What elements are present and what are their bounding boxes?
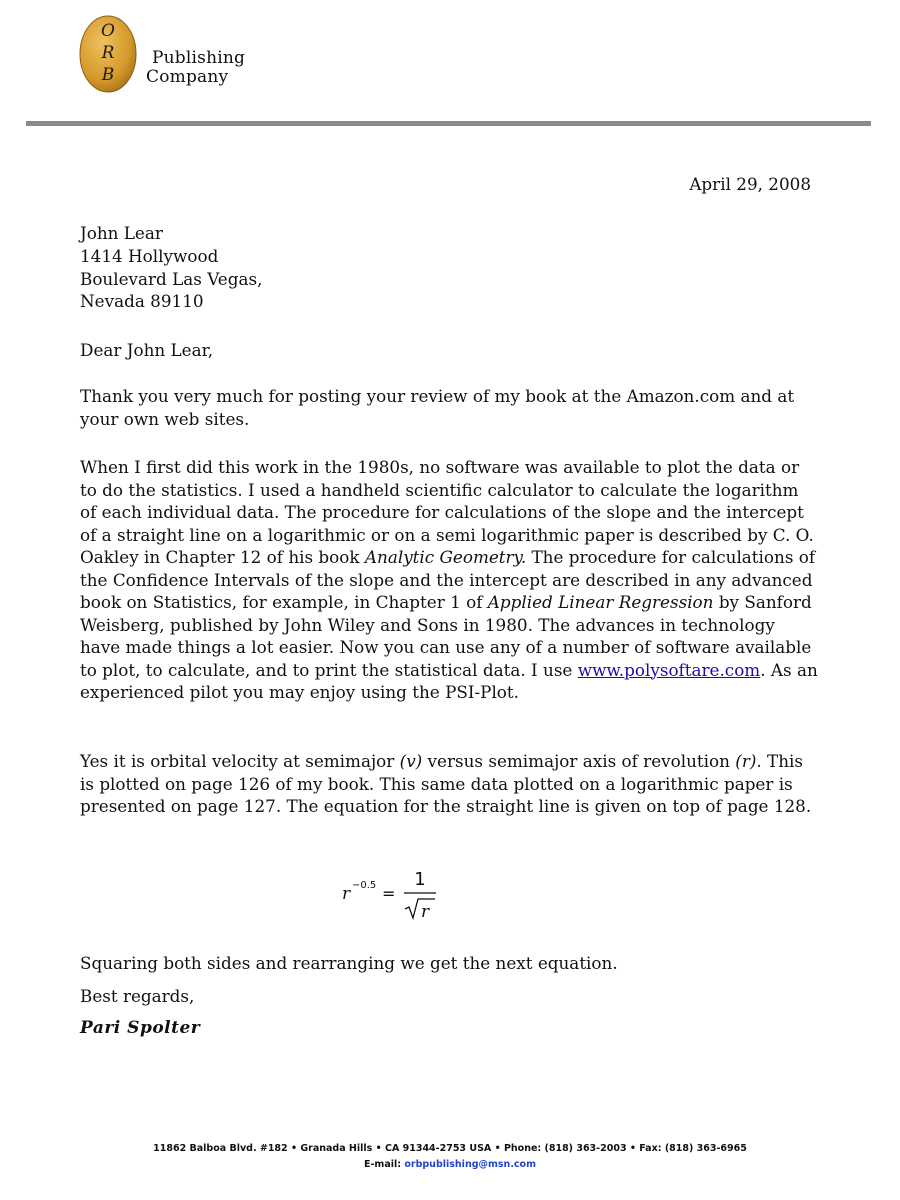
equation-equals: =: [382, 884, 396, 903]
logo-letter-r: R: [101, 43, 115, 63]
orb-logo: [78, 14, 138, 94]
footer-email-line: [0, 1159, 900, 1170]
equation: [338, 866, 448, 926]
p2-text-d: . As an experienced pilot you may enjoy using the PSI-Plot.: [80, 659, 818, 702]
p3-text-b: versus semimajor axis of revolution: [422, 751, 736, 771]
closing: Best regards,: [80, 986, 195, 1006]
paragraph-history: [80, 456, 820, 704]
paragraph-squaring: Squaring both sides and rearranging we get the next equation.: [80, 953, 618, 973]
p3-symbol-r: (r).: [735, 751, 762, 771]
recipient-street: 1414 Hollywood: [80, 245, 219, 266]
salutation: Dear John Lear,: [80, 340, 214, 360]
recipient-name: John Lear: [80, 223, 163, 243]
p2-text-a: When I first did this work in the 1980s, no software was available to plot the data or to do the statistics. I used a handheld scientific calculator to calculate the logarithm of each individual data. The procedure for calculations of the slope and the intercept of a straight line on a logarithmic or on a semi logarithmic paper is described by C. O. Oakley in Chapter 12 of his book: [80, 457, 814, 567]
equation-base: r: [342, 884, 351, 904]
equation-exponent: −0.5: [352, 880, 377, 891]
p3-text-a: Yes it is orbital velocity at semimajor: [80, 751, 400, 771]
logo-letter-b: B: [101, 65, 115, 85]
equation-radical-arg: r: [421, 902, 430, 922]
logo-letter-o: O: [101, 21, 115, 41]
header-rule: [26, 121, 871, 126]
paragraph-orbital: [80, 750, 820, 818]
footer-email-label: E-mail:: [364, 1159, 405, 1170]
recipient-state-zip: Nevada 89110: [80, 291, 204, 312]
p3-text-c: This is plotted on page 126 of my book. This same data plotted on a logarithmic paper is presented on page 127. The equation for the straight line is given on top of page 128.: [80, 751, 812, 816]
p2-text-b: The procedure for calculations of the Confidence Intervals of the slope and the intercept are described in any advanced book on Statistics, for example, in Chapter 1 of: [80, 547, 816, 612]
book-title-analytic-geometry: Analytic Geometry.: [364, 547, 527, 567]
paragraph-thanks: Thank you very much for posting your review of my book at the Amazon.com and at your own web sites.: [80, 386, 795, 429]
polysoft-link[interactable]: www.polysoftare.com: [577, 659, 761, 680]
book-title-applied-linear-regression: Applied Linear Regression: [487, 592, 714, 612]
signature: Pari Spolter: [80, 1018, 201, 1038]
equation-numerator: 1: [414, 869, 426, 890]
recipient-address: [80, 222, 816, 313]
footer-address: 11862 Balboa Blvd. #182 • Granada Hills • CA 91344-2753 USA • Phone: (818) 363-2003 • Fax: (818) 363-6965: [153, 1143, 747, 1154]
radical-sign: [405, 899, 435, 918]
company-name-line2: Company: [146, 67, 229, 87]
company-name-line1: Publishing: [152, 48, 246, 68]
letter-date: April 29, 2008: [689, 174, 811, 194]
p2-text-c: by Sanford Weisberg, published by John Wiley and Sons in 1980. The advances in technology have made things a lot easier. Now you can use any of a number of software available to plot, to calculate, and to print the statistical data. I use: [80, 592, 812, 680]
footer-email-link[interactable]: orbpublishing@msn.com: [404, 1159, 536, 1170]
p3-symbol-v: (v): [399, 751, 423, 771]
recipient-city: Boulevard Las Vegas,: [80, 268, 263, 289]
